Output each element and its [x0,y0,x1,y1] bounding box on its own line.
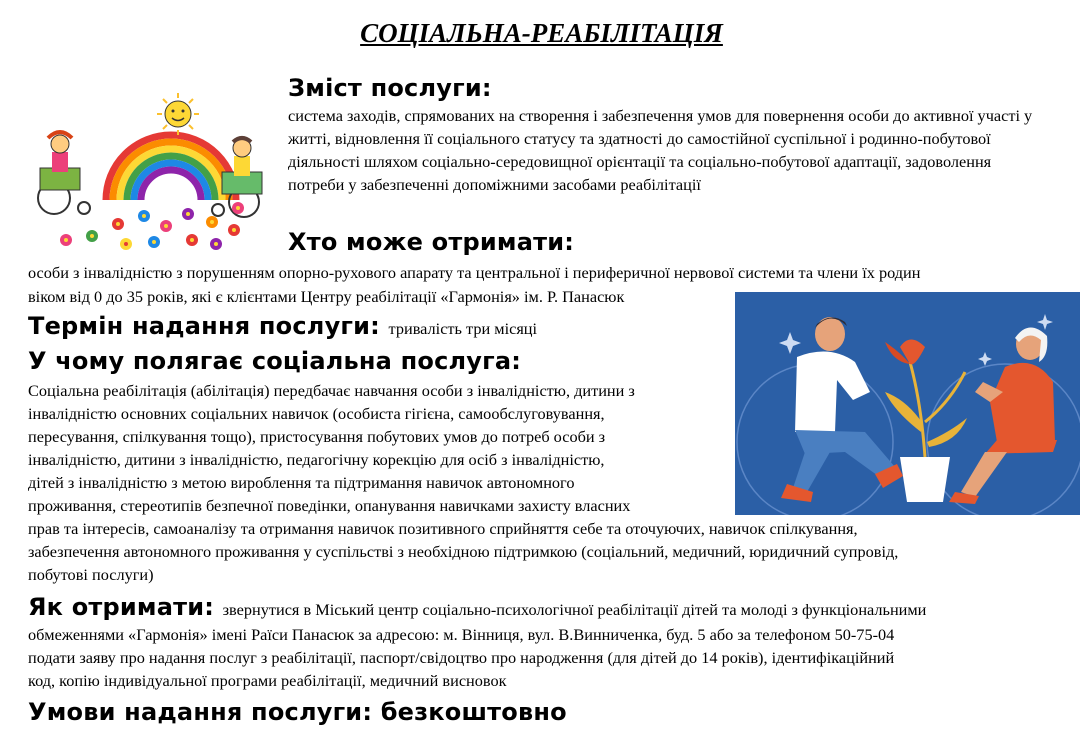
people-flower-illustration [735,292,1080,515]
service-line-3: пересування, спілкування тощо), пристосування побутових умов до потреб особи з [28,427,606,446]
how-heading [28,593,926,621]
service-line-2: інвалідністю основних соціальних навичок (особиста гігієна, самообслуговування, [28,404,605,423]
service-line-4: інвалідністю, дитини з інвалідністю, педагогічну корекцію для осіб з інвалідністю, [28,450,605,469]
children-rainbow-illustration [26,90,282,260]
how-line-4: код, копію індивідуальної програми реабілітації, медичний висновок [28,671,507,690]
term-value: тривалість три місяці [388,319,538,338]
service-line-8: забезпечення автономного проживання у суспільстві з необхідною підтримкою (соціальний, медичний, юридичний супровід, [28,542,899,561]
how-line-3: подати заяву про надання послуг з реабілітації, паспорт/свідоцтво про народження (для дітей до 14 років), ідентифікаційний [28,648,895,667]
conditions-heading-label: Умови надання послуги: [28,698,373,726]
eligibility-line-1: особи з інвалідністю з порушенням опорно-рухового апарату та центральної і периферичної нервової системи та члени їх родин [28,263,921,282]
rainbow-icon [106,135,236,200]
sun-icon [157,93,199,135]
how-line-1: звернутися в Міський центр соціально-психологічної реабілітації дітей та молоді з функціональними [222,600,927,619]
service-heading: У чому полягає соціальна послуга: [28,347,522,375]
service-line-6: проживання, стереотипів безпечної поведінки, опанування навичками захисту власних [28,496,631,515]
eligibility-line-2: віком від 0 до 35 років, які є клієнтами Центру реабілітації «Гармонія» ім. Р. Панасюк [28,287,625,306]
page-title: СОЦІАЛЬНА-РЕАБІЛІТАЦІЯ [360,18,723,48]
service-line-5: дітей з інвалідністю з метою вироблення та підтримання навичок автономного [28,473,575,492]
flowers-icon [60,202,244,250]
wheelchair-girl-icon [38,132,90,214]
service-line-7: прав та інтересів, самоаналізу та отримання навичок позитивного сприйняття себе та оточуючих, навичок спілкування, [28,519,858,538]
conditions-heading [28,698,567,726]
content-text: система заходів, спрямованих на створення і забезпечення умов для повернення особи до активної участі у житті, відновлення її соціального статусу та здатності до самостійної суспільної і родинно-побутової діяльності шляхом соціально-середовищної орієнтації та соціально-побутової адаптації, задоволення потреби у забезпеченні допоміжними засобами реабілітації [288,106,1033,194]
eligibility-heading: Хто може отримати: [288,228,575,256]
conditions-value: безкоштовно [380,698,567,726]
how-line-2: обмеженнями «Гармонія» імені Раїси Панасюк за адресою: м. Вінниця, вул. В.Винниченка, буд. 5 або за телефоном 50-75-04 [28,625,895,644]
term-heading [28,312,537,340]
service-line-9: побутові послуги) [28,565,154,584]
service-line-1: Соціальна реабілітація (абілітація) передбачає навчання особи з інвалідністю, дитини з [28,381,635,400]
how-heading-label: Як отримати: [28,593,215,621]
term-heading-label: Термін надання послуги: [28,312,380,340]
content-heading: Зміст послуги: [288,74,492,102]
